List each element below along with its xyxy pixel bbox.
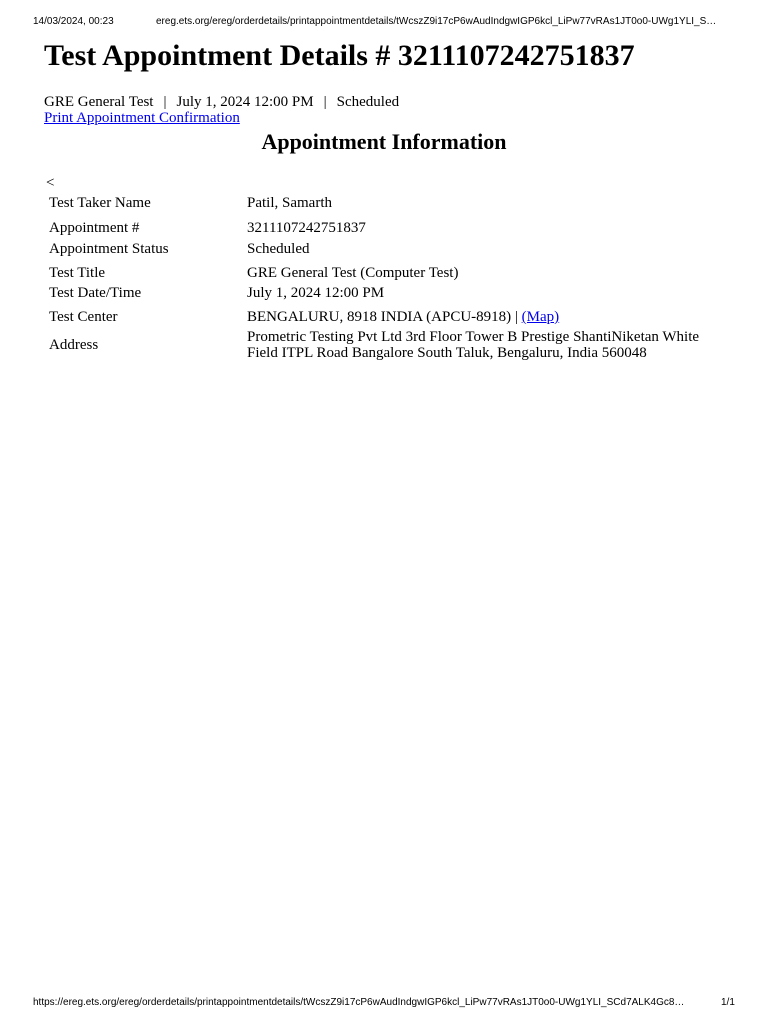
- summary-status: Scheduled: [336, 94, 400, 110]
- section-title: Appointment Information: [261, 129, 507, 154]
- row-label: Test Taker Name: [49, 195, 151, 211]
- row-value: [247, 309, 729, 325]
- info-row-test-datetime: [49, 283, 729, 303]
- info-row-status: [49, 239, 729, 259]
- test-center-text: BENGALURU, 8918 INDIA (APCU-8918) |: [247, 309, 522, 325]
- row-value: GRE General Test (Computer Test): [247, 265, 459, 281]
- print-footer-url: https://ereg.ets.org/ereg/orderdetails/printappointmentdetails/tWcszZ9i17cP6wAudIndgwIGP6kcl_LiPw77vRAs1JT0o0-UWg1YLI_SCd7ALK4Gc8…: [33, 997, 685, 1008]
- row-value: Patil, Samarth: [247, 195, 332, 211]
- summary-separator: |: [163, 94, 167, 110]
- row-label: Appointment Status: [49, 241, 169, 257]
- page-title: Test Appointment Details # 3211107242751837: [44, 39, 635, 72]
- row-label: Appointment #: [49, 220, 140, 236]
- info-row-test-taker: [49, 193, 729, 213]
- appointment-info-table: [49, 193, 729, 363]
- print-confirmation-link[interactable]: Print Appointment Confirmation: [44, 110, 240, 126]
- info-row-address: [49, 327, 729, 363]
- row-value: Prometric Testing Pvt Ltd 3rd Floor Tower B Prestige ShantiNiketan White Field ITPL Road Bangalore South Taluk, Bengaluru, India 560048: [247, 329, 700, 361]
- row-label: Test Center: [49, 309, 118, 325]
- summary-datetime: July 1, 2024 12:00 PM: [176, 94, 314, 110]
- print-footer: [0, 995, 768, 1011]
- print-header-url: ereg.ets.org/ereg/orderdetails/printappointmentdetails/tWcszZ9i17cP6wAudIndgwIGP6kcl_LiPw77vRAs1JT0o0-UWg1YLI_S…: [156, 16, 717, 27]
- info-row-appointment-number: [49, 217, 729, 239]
- row-label: Address: [49, 337, 99, 353]
- row-value: Scheduled: [247, 241, 310, 257]
- row-label: Test Title: [49, 265, 106, 281]
- summary-test: GRE General Test: [44, 94, 154, 110]
- row-label: Test Date/Time: [49, 285, 142, 301]
- page-number: 1/1: [721, 997, 735, 1008]
- print-date: 14/03/2024, 00:23: [33, 16, 114, 27]
- info-row-test-center: [49, 307, 729, 327]
- row-value: July 1, 2024 12:00 PM: [247, 285, 385, 301]
- map-link[interactable]: (Map): [521, 309, 560, 325]
- print-header: [0, 11, 768, 27]
- back-symbol: <: [46, 175, 55, 191]
- summary-separator: |: [323, 94, 327, 110]
- info-row-test-title: [49, 263, 729, 283]
- row-value: 3211107242751837: [247, 220, 366, 236]
